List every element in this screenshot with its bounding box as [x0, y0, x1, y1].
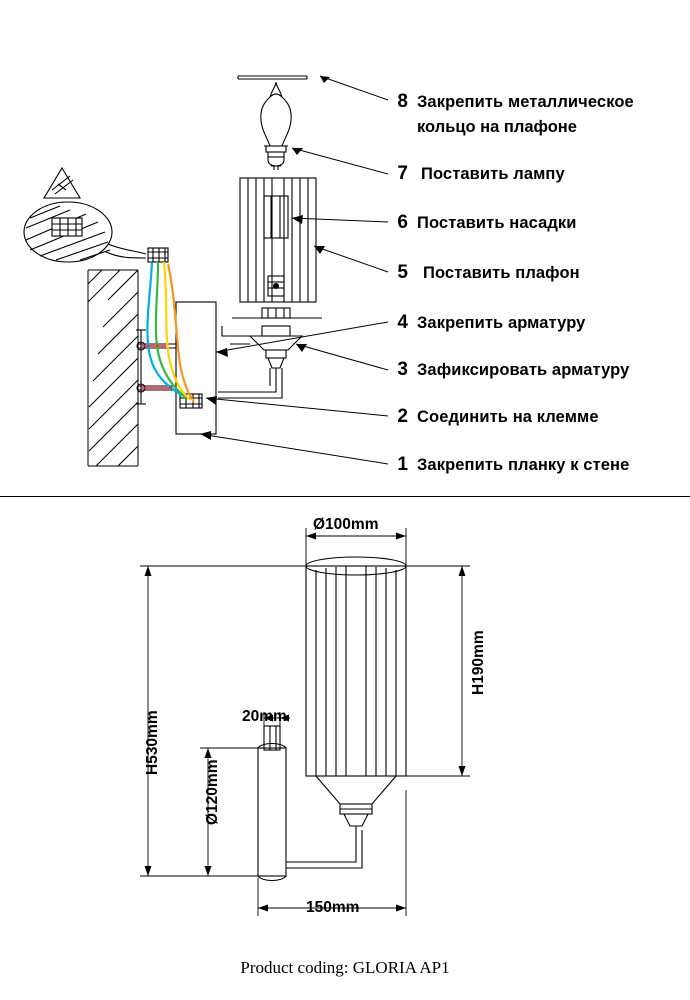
step-label: Поставить насадки — [417, 214, 577, 232]
dimension-label-projection: 150mm — [306, 899, 360, 916]
dimension-label-height-total: H530mm — [144, 710, 161, 775]
wire-bundle — [147, 262, 194, 402]
step-item-2 — [392, 406, 599, 428]
step-label: Поставить лампу — [421, 165, 565, 183]
step-item-3 — [392, 359, 629, 381]
step-item-4 — [392, 312, 585, 334]
step-number: 6 — [397, 212, 408, 233]
callout-leaders — [200, 76, 388, 464]
wall-hatching — [88, 270, 138, 466]
terminal-block-top — [148, 248, 168, 262]
step-label: Соединить на клемме — [417, 408, 599, 426]
dimension-cup — [316, 776, 396, 840]
dimension-label-diameter-base: Ø120mm — [204, 759, 221, 825]
step-label: Поставить плафон — [423, 264, 580, 282]
step-label: Закрепить планку к стене — [417, 456, 630, 474]
step-item-8 — [392, 91, 634, 113]
dimension-arm — [286, 830, 362, 868]
step-number: 5 — [397, 262, 408, 283]
dimension-wall-plate — [258, 726, 286, 881]
wall-bracket-part — [176, 302, 216, 434]
dimension-shade — [306, 557, 406, 776]
product-coding-label: Product coding: GLORIA AP1 — [240, 958, 450, 977]
step-item-1 — [392, 454, 629, 476]
step-label-8-line2: кольцо на плафоне — [417, 118, 577, 136]
step-number: 8 — [397, 91, 408, 112]
shade-part — [240, 178, 316, 302]
step-label: Закрепить металлическое — [417, 93, 634, 111]
dimension-label-depth: 20mm — [242, 708, 287, 725]
step-label: Зафиксировать арматуру — [417, 361, 630, 379]
warning-triangle-icon — [44, 168, 80, 198]
mounting-plate-part — [232, 308, 322, 318]
step-number: 7 — [397, 163, 408, 184]
dimension-label-diameter-top: Ø100mm — [313, 516, 379, 533]
step-number: 3 — [397, 359, 408, 380]
section-divider — [0, 496, 690, 497]
step-item-5 — [392, 262, 580, 284]
step-number: 1 — [397, 454, 408, 475]
warning-detail-bubble — [24, 202, 146, 262]
step-label: Закрепить арматуру — [417, 314, 586, 332]
step-number: 2 — [397, 406, 408, 427]
arm-assembly-part — [218, 326, 302, 398]
dimension-lines — [140, 528, 470, 916]
step-item-7 — [392, 163, 565, 185]
step-number: 4 — [397, 312, 408, 333]
step-item-6 — [392, 212, 577, 234]
lamp-bulb-part — [261, 82, 291, 170]
dimension-label-height-shade: H190mm — [470, 630, 487, 695]
metal-ring-part — [238, 76, 307, 79]
